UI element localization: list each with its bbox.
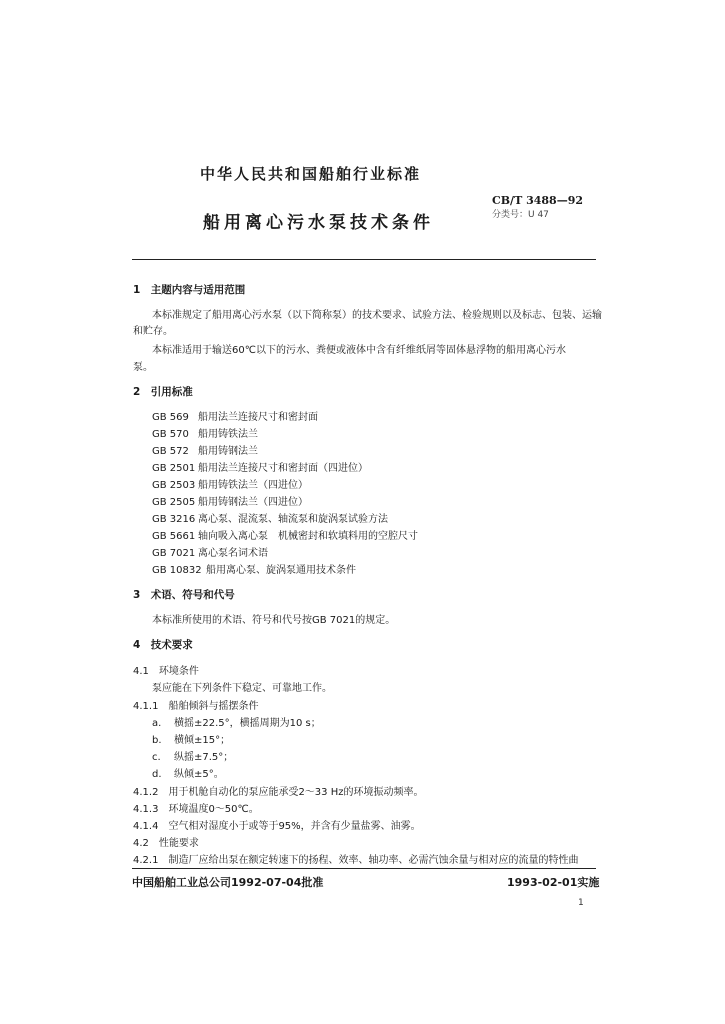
list-text: 纵倾±5°。	[174, 769, 224, 780]
page-number: 1	[578, 898, 584, 908]
header-rule	[132, 259, 596, 260]
reference-title: 离心泵名词术语	[198, 548, 268, 559]
reference-code: GB 10832	[152, 565, 202, 576]
reference-code: GB 572	[152, 446, 189, 457]
section-4-2-1: 4.2.1 制造厂应给出泵在额定转速下的扬程、效率、轴功率、必需汽蚀余量与相对应的流量的特性曲	[133, 855, 579, 866]
section-3-heading: 3 术语、符号和代号	[133, 589, 235, 601]
list-text: 横倾±15°；	[174, 735, 231, 746]
reference-title: 船用铸铁法兰	[198, 429, 258, 440]
reference-item	[152, 459, 368, 474]
classification-number: 分类号：U 47	[492, 210, 549, 220]
section-2-heading: 2 引用标准	[133, 386, 193, 398]
footer-rule	[132, 868, 596, 869]
list-item	[152, 714, 321, 729]
reference-item	[152, 425, 258, 440]
reference-title: 船用离心泵、旋涡泵通用技术条件	[206, 565, 356, 576]
section-1-paragraph-2-cont: 泵。	[133, 362, 153, 373]
document-title: 船用离心污水泵技术条件	[203, 213, 434, 233]
reference-item	[152, 561, 356, 576]
list-item	[152, 748, 233, 763]
industry-standard-heading: 中华人民共和国船舶行业标准	[200, 165, 422, 183]
section-4-1-1-heading: 4.1.1 船舶倾斜与摇摆条件	[133, 701, 259, 712]
list-item	[152, 765, 224, 780]
section-3-paragraph: 本标准所使用的术语、符号和代号按GB 7021的规定。	[152, 615, 396, 626]
reference-code: GB 569	[152, 412, 189, 423]
list-label: a.	[152, 718, 162, 729]
section-4-2-heading: 4.2 性能要求	[133, 838, 199, 849]
list-label: c.	[152, 752, 161, 763]
reference-code: GB 2505	[152, 497, 196, 508]
section-4-1-4: 4.1.4 空气相对湿度小于或等于95%，并含有少量盐雾、油雾。	[133, 821, 421, 832]
reference-title: 船用铸钢法兰	[198, 446, 258, 457]
section-1-paragraph-2: 本标准适用于输送60℃以下的污水、粪便或液体中含有纤维纸屑等固体悬浮物的船用离心污水	[152, 345, 566, 356]
reference-code: GB 3216	[152, 514, 196, 525]
reference-title: 船用铸铁法兰（四进位）	[198, 480, 308, 491]
list-label: d.	[152, 769, 162, 780]
reference-item	[152, 408, 318, 423]
reference-title: 船用铸钢法兰（四进位）	[198, 497, 308, 508]
approval-statement: 中国船舶工业总公司1992-07-04批准	[132, 876, 324, 889]
list-item	[152, 731, 230, 746]
reference-code: GB 2501	[152, 463, 196, 474]
list-label: b.	[152, 735, 162, 746]
reference-item	[152, 493, 308, 508]
reference-title: 船用法兰连接尺寸和密封面（四进位）	[198, 463, 368, 474]
list-text: 横摇±22.5°，横摇周期为10 s；	[174, 718, 321, 729]
section-4-1-heading: 4.1 环境条件	[133, 666, 199, 677]
reference-code: GB 7021	[152, 548, 196, 559]
list-text: 纵摇±7.5°；	[174, 752, 234, 763]
section-4-1-text: 泵应能在下列条件下稳定、可靠地工作。	[152, 683, 332, 694]
reference-code: GB 5661	[152, 531, 196, 542]
reference-title: 轴向吸入离心泵 机械密封和软填料用的空腔尺寸	[198, 531, 418, 542]
reference-item	[152, 510, 388, 525]
section-1-paragraph-1-cont: 和贮存。	[133, 326, 173, 337]
reference-code: GB 570	[152, 429, 189, 440]
reference-item	[152, 442, 258, 457]
section-4-1-3: 4.1.3 环境温度0～50℃。	[133, 804, 259, 815]
section-1-heading: 1 主题内容与适用范围	[133, 284, 246, 296]
reference-item	[152, 527, 418, 542]
section-4-heading: 4 技术要求	[133, 639, 193, 651]
reference-item	[152, 544, 268, 559]
section-1-paragraph-1: 本标准规定了船用离心污水泵（以下简称泵）的技术要求、试验方法、检验规则以及标志、包装、运输	[152, 310, 602, 321]
reference-code: GB 2503	[152, 480, 196, 491]
reference-title: 船用法兰连接尺寸和密封面	[198, 412, 318, 423]
reference-item	[152, 476, 308, 491]
reference-title: 离心泵、混流泵、轴流泵和旋涡泵试验方法	[198, 514, 388, 525]
standard-number: CB/T 3488—92	[492, 194, 584, 207]
section-4-1-2: 4.1.2 用于机舱自动化的泵应能承受2～33 Hz的环境振动频率。	[133, 787, 424, 798]
implementation-date: 1993-02-01实施	[507, 876, 600, 889]
